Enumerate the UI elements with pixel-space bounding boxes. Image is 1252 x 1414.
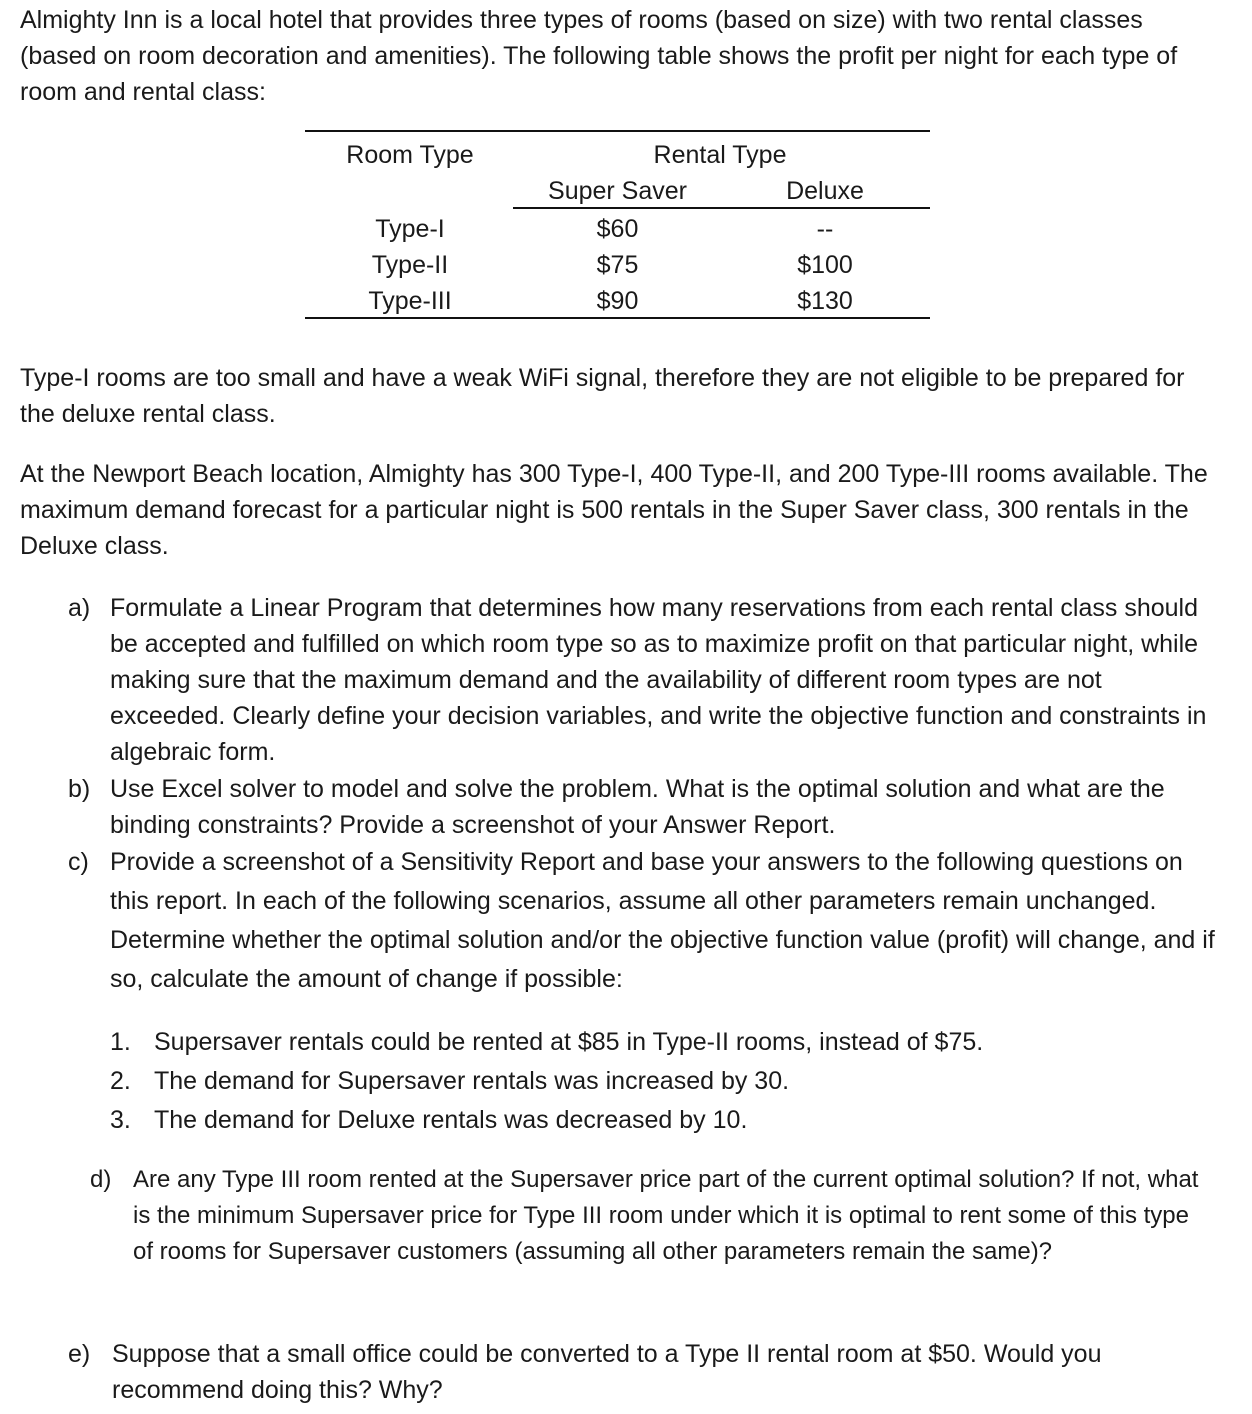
table-row-room: Type-II [371, 251, 449, 279]
column-header-super-saver: Super Saver [548, 177, 687, 205]
rental-type-header: Rental Type [653, 141, 787, 169]
question-b [68, 771, 1218, 843]
column-header-deluxe: Deluxe [786, 177, 864, 205]
question-e [68, 1336, 1218, 1408]
scenario-item [110, 1024, 1210, 1060]
question-d [90, 1162, 1200, 1270]
question-d-marker: d) [90, 1166, 112, 1193]
table-row-super-saver: $75 [596, 251, 639, 279]
question-e-text: Suppose that a small office could be converted to a Type II rental room at $50. Would you recommend doing this? Why? [112, 1340, 1102, 1404]
table-row-deluxe: $100 [797, 251, 853, 279]
question-d-text: Are any Type III room rented at the Supersaver price part of the current optimal solution? If not, what is the minimum Supersaver price for Type III room under which it is optimal to rent some of this type of rooms for Supersaver customers (assuming all other parameters remain the same)? [133, 1166, 1199, 1265]
scenario-text: The demand for Deluxe rentals was decreased by 10. [154, 1106, 748, 1134]
question-a [68, 590, 1218, 770]
question-b-marker: b) [68, 775, 91, 803]
eligibility-paragraph: Type-I rooms are too small and have a weak WiFi signal, therefore they are not eligible to be prepared for the deluxe rental class. [20, 364, 1185, 428]
table-row-room: Type-I [375, 215, 445, 243]
table-row-super-saver: $90 [596, 287, 639, 315]
table-row-super-saver: $60 [596, 215, 639, 243]
question-e-marker: e) [68, 1340, 91, 1368]
scenario-item [110, 1102, 1210, 1138]
scenario-item [110, 1063, 1210, 1099]
scenario-marker: 3. [110, 1106, 131, 1134]
availability-paragraph: At the Newport Beach location, Almighty has 300 Type-I, 400 Type-II, and 200 Type-III rooms available. The maximum demand forecast for a particular night is 500 rentals in the Super Saver class, 300 rentals in the Deluxe class. [20, 460, 1208, 560]
question-a-text: Formulate a Linear Program that determines how many reservations from each rental class should be accepted and fulfilled on which room type so as to maximize profit on that particular night, while making sure that the maximum demand and the availability of different room types are not exceeded. Clearly define your decision variables, and write the objective function and constraints in algebraic form. [110, 594, 1207, 766]
scenario-marker: 2. [110, 1067, 131, 1095]
scenario-marker: 1. [110, 1028, 131, 1056]
table-header-rule [513, 207, 930, 209]
question-c [68, 843, 1218, 999]
question-c-text: Provide a screenshot of a Sensitivity Report and base your answers to the following questions on this report. In each of the following scenarios, assume all other parameters remain unchanged. Determine whether the optimal solution and/or the objective function value (profit) will change, and if so, calculate the amount of change if possible: [110, 848, 1215, 993]
profit-table [305, 130, 930, 320]
question-a-marker: a) [68, 594, 91, 622]
table-row-room: Type-III [368, 287, 452, 315]
question-c-marker: c) [68, 848, 89, 876]
table-row-deluxe: $130 [797, 287, 853, 315]
scenario-text: Supersaver rentals could be rented at $85 in Type-II rooms, instead of $75. [154, 1028, 984, 1056]
scenario-text: The demand for Supersaver rentals was increased by 30. [154, 1067, 790, 1095]
intro-paragraph: Almighty Inn is a local hotel that provides three types of rooms (based on size) with two rental classes (based on room decoration and amenities). The following table shows the profit per night for each type of room and rental class: [20, 6, 1178, 106]
room-type-header: Room Type [346, 141, 474, 169]
table-bottom-rule [305, 317, 930, 319]
question-b-text: Use Excel solver to model and solve the problem. What is the optimal solution and what are the binding constraints? Provide a screenshot of your Answer Report. [110, 775, 1165, 839]
table-row-deluxe: -- [816, 215, 834, 243]
table-top-rule [305, 130, 930, 132]
